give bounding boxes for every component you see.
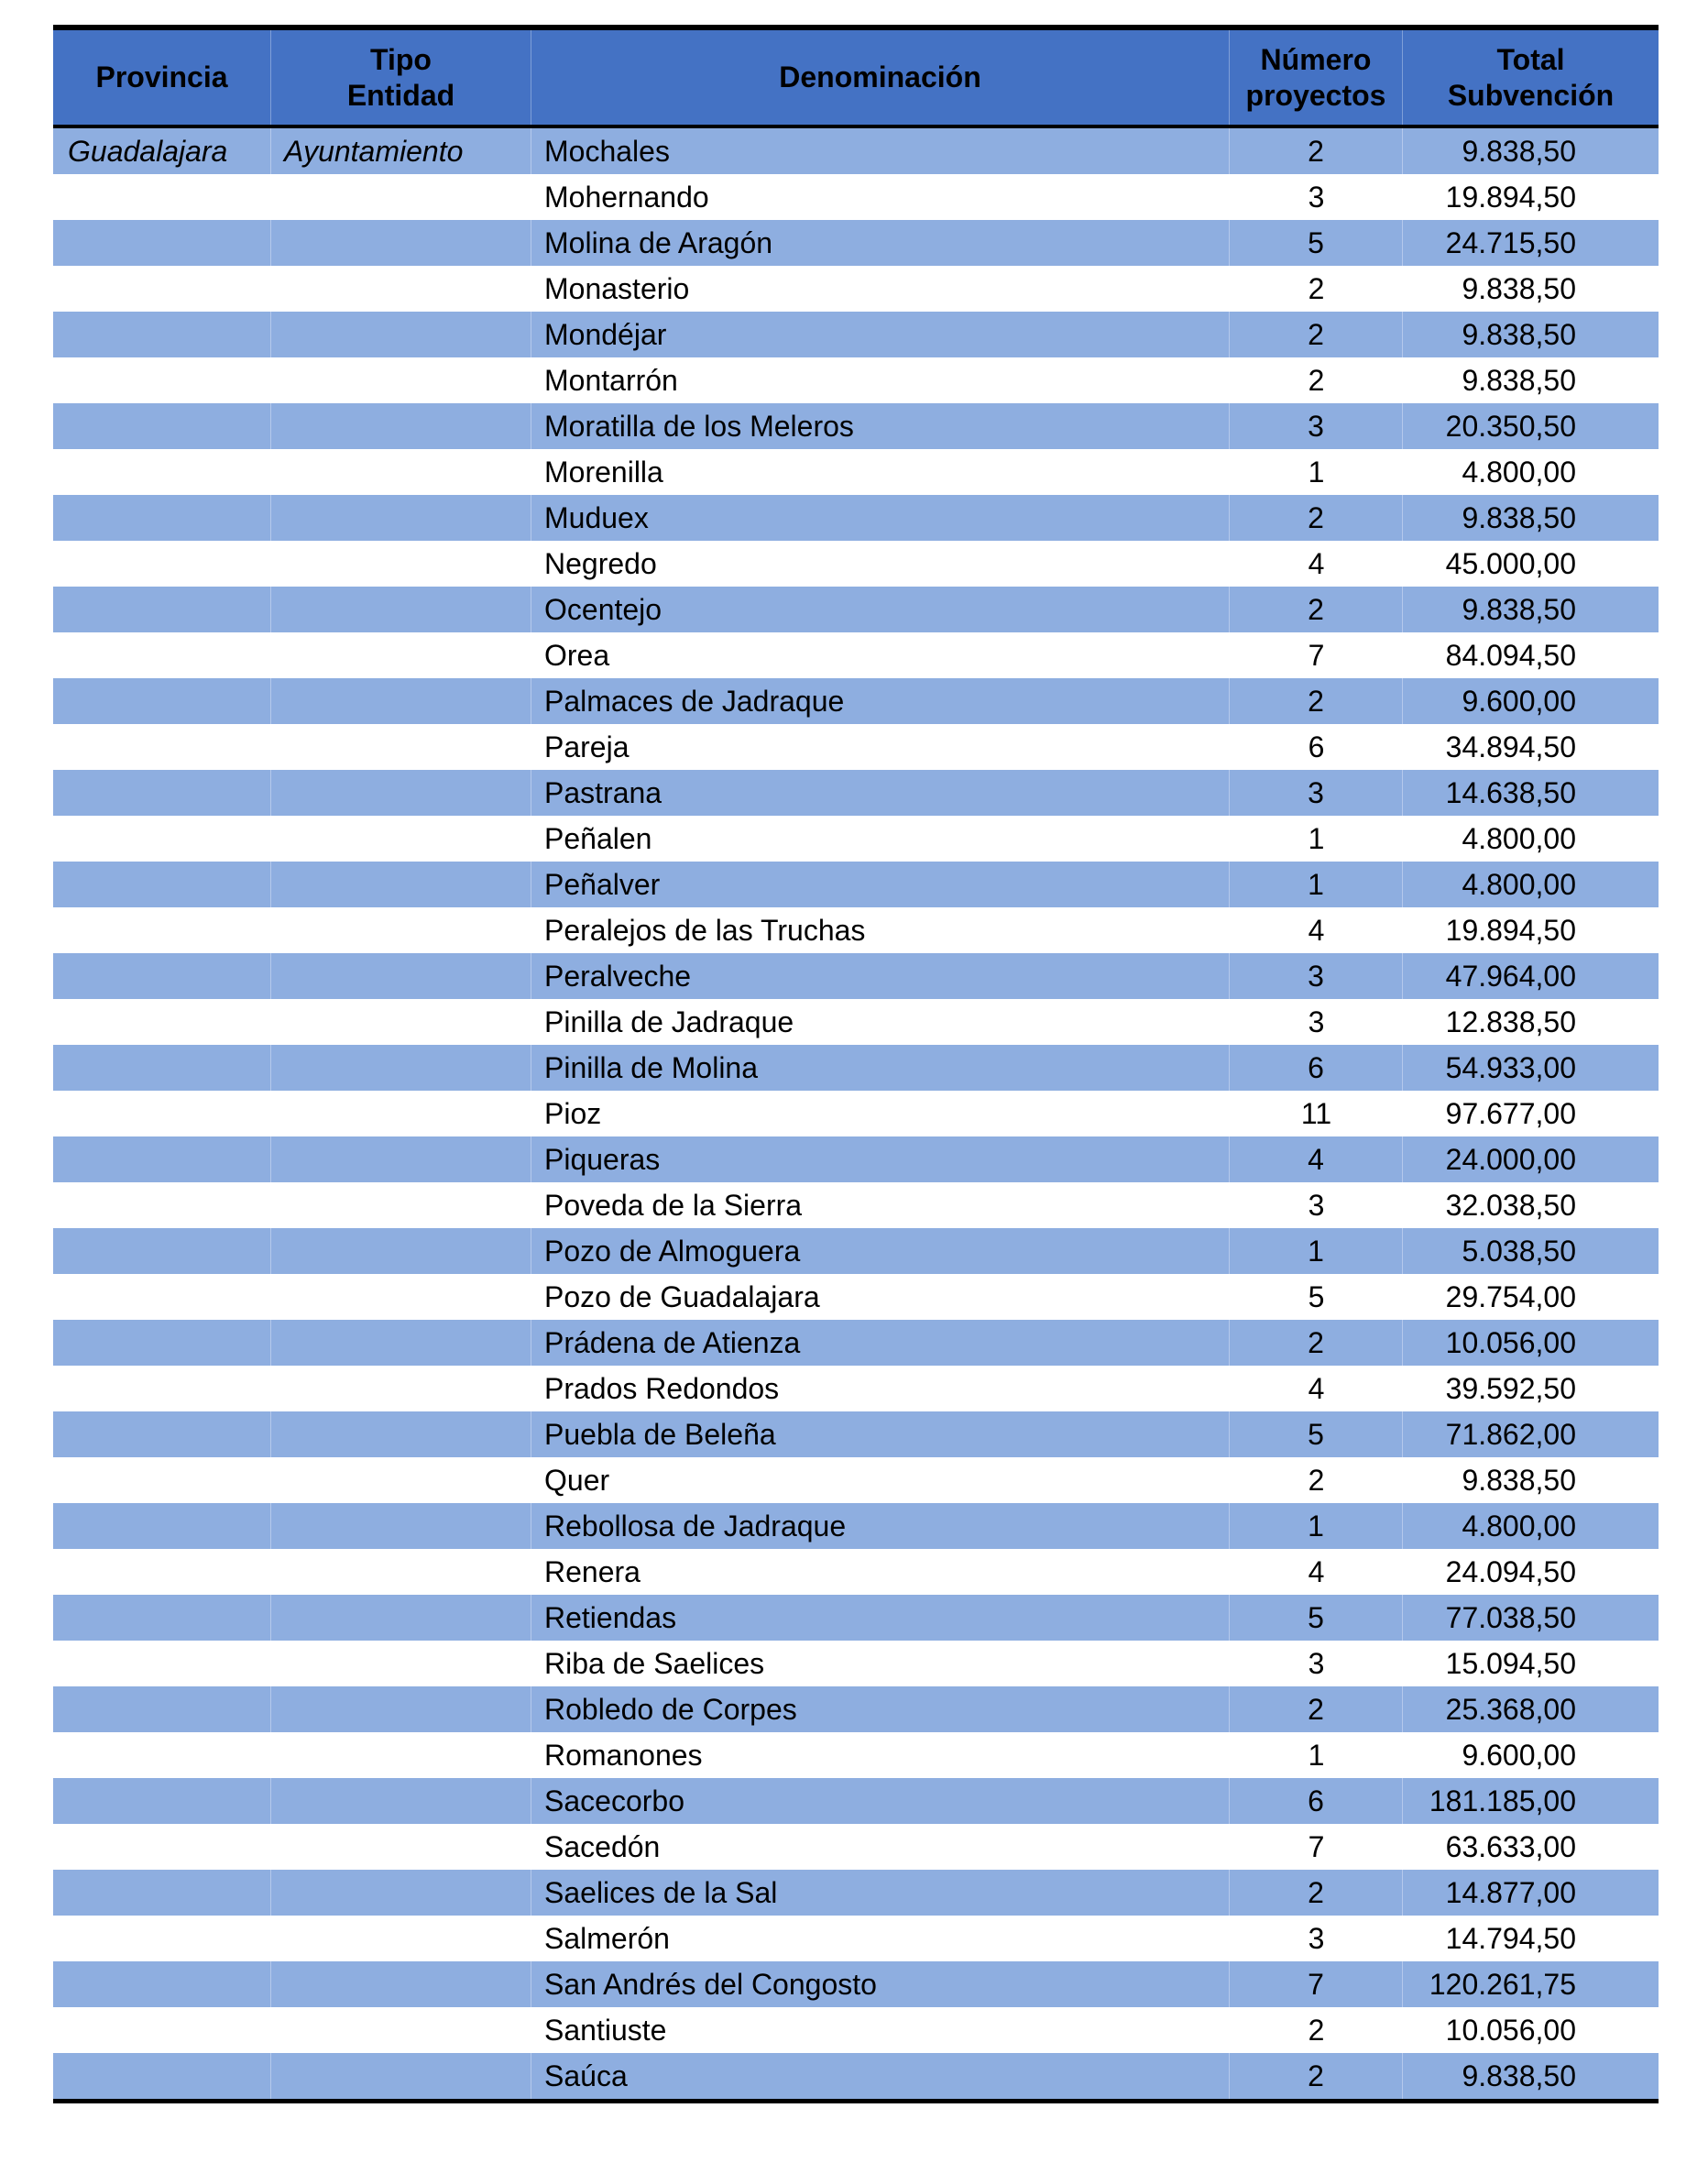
row-denominacion: Sacedón — [544, 1829, 661, 1863]
row-tipo-entidad — [271, 1136, 531, 1182]
row-total-subvencion: 24.000,00 — [1445, 1142, 1576, 1176]
row-numero-proyectos: 2 — [1230, 678, 1403, 724]
table-row — [53, 1228, 1659, 1274]
row-total-subvencion: 4.800,00 — [1462, 821, 1576, 855]
row-tipo-entidad — [271, 862, 531, 907]
row-provincia — [53, 1961, 271, 2007]
table-row — [53, 862, 1659, 907]
row-denominacion: Orea — [544, 638, 610, 672]
row-tipo-entidad — [271, 1824, 531, 1870]
row-tipo-entidad — [271, 1228, 531, 1274]
row-provincia — [53, 862, 271, 907]
row-total-subvencion: 29.754,00 — [1445, 1279, 1576, 1313]
table-row — [53, 1641, 1659, 1686]
row-provincia — [53, 2053, 271, 2099]
row-provincia — [53, 907, 271, 953]
row-denominacion: Pinilla de Jadraque — [544, 1005, 794, 1038]
row-numero-proyectos: 2 — [1308, 363, 1325, 397]
row-provincia — [53, 541, 271, 587]
table-row — [53, 1686, 1659, 1732]
row-tipo-entidad — [271, 632, 531, 678]
row-denominacion: Puebla de Beleña — [531, 1411, 1230, 1457]
row-provincia — [53, 1870, 271, 1916]
table-row — [53, 1778, 1659, 1824]
row-tipo-entidad — [271, 907, 531, 953]
table-bottom-rule — [53, 2099, 1659, 2103]
row-tipo-entidad — [271, 1595, 531, 1641]
table-row — [53, 357, 1659, 403]
row-total-subvencion: 32.038,50 — [1445, 1188, 1576, 1222]
row-total-subvencion: 9.838,50 — [1462, 363, 1576, 397]
row-tipo-entidad — [271, 2053, 531, 2099]
row-numero-proyectos: 1 — [1230, 862, 1403, 907]
table-row — [53, 1824, 1659, 1870]
row-total-subvencion: 25.368,00 — [1445, 1692, 1576, 1726]
row-total-subvencion: 12.838,50 — [1445, 1005, 1576, 1038]
table-row — [53, 312, 1659, 357]
table-header — [53, 30, 1659, 128]
row-numero-proyectos: 5 — [1308, 1279, 1325, 1313]
row-denominacion: Quer — [544, 1463, 610, 1497]
header-tipo-entidad — [271, 30, 531, 125]
row-denominacion: Retiendas — [531, 1595, 1230, 1641]
row-numero-proyectos: 5 — [1230, 1411, 1403, 1457]
row-provincia — [53, 1228, 271, 1274]
row-provincia — [53, 724, 271, 770]
row-tipo-entidad — [271, 1366, 531, 1411]
row-numero-proyectos: 4 — [1308, 546, 1325, 580]
row-total-subvencion: 14.877,00 — [1445, 1875, 1576, 1909]
row-tipo-entidad — [271, 541, 531, 587]
row-numero-proyectos: 4 — [1230, 1136, 1403, 1182]
row-provincia: Guadalajara — [53, 128, 271, 174]
row-denominacion: Piqueras — [531, 1136, 1230, 1182]
row-tipo-entidad — [271, 357, 531, 403]
row-provincia — [53, 403, 271, 449]
row-total-subvencion: 9.838,50 — [1462, 317, 1576, 351]
table-row — [53, 1916, 1659, 1961]
row-total-subvencion: 20.350,50 — [1445, 409, 1576, 443]
row-numero-proyectos: 2 — [1230, 2053, 1403, 2099]
row-tipo-entidad — [271, 220, 531, 266]
row-numero-proyectos: 4 — [1308, 1554, 1325, 1588]
row-total-subvencion: 10.056,00 — [1445, 2013, 1576, 2047]
table-row — [53, 1366, 1659, 1411]
row-denominacion: Montarrón — [544, 363, 678, 397]
row-denominacion: Molina de Aragón — [531, 220, 1230, 266]
row-denominacion: Ocentejo — [531, 587, 1230, 632]
table-row — [53, 724, 1659, 770]
row-numero-proyectos: 2 — [1230, 312, 1403, 357]
row-numero-proyectos: 3 — [1230, 770, 1403, 816]
row-denominacion: Moratilla de los Meleros — [531, 403, 1230, 449]
row-denominacion: Santiuste — [544, 2013, 667, 2047]
row-denominacion: Renera — [544, 1554, 640, 1588]
row-numero-proyectos: 5 — [1230, 1595, 1403, 1641]
table-row — [53, 587, 1659, 632]
row-numero-proyectos: 6 — [1230, 1778, 1403, 1824]
row-numero-proyectos: 2 — [1230, 128, 1403, 174]
row-numero-proyectos: 2 — [1308, 271, 1325, 305]
row-provincia — [53, 1916, 271, 1961]
row-tipo-entidad — [271, 678, 531, 724]
row-tipo-entidad — [271, 1411, 531, 1457]
row-denominacion: Prádena de Atienza — [531, 1320, 1230, 1366]
table-row — [53, 541, 1659, 587]
row-numero-proyectos: 3 — [1308, 1188, 1325, 1222]
row-tipo-entidad — [271, 816, 531, 862]
table-row — [53, 495, 1659, 541]
row-total-subvencion: 24.094,50 — [1445, 1554, 1576, 1588]
row-denominacion: Morenilla — [544, 455, 663, 489]
row-total-subvencion: 97.677,00 — [1445, 1096, 1576, 1130]
row-total-subvencion: 120.261,75 — [1429, 1967, 1576, 2001]
row-tipo-entidad — [271, 1961, 531, 2007]
table-row — [53, 816, 1659, 862]
row-total-subvencion: 84.094,50 — [1445, 638, 1576, 672]
row-numero-proyectos: 11 — [1300, 1096, 1332, 1130]
table-row — [53, 1320, 1659, 1366]
row-provincia — [53, 1641, 271, 1686]
table-row — [53, 1503, 1659, 1549]
header-numero-proyectos-label: Número proyectos — [1245, 42, 1386, 112]
table-row — [53, 678, 1659, 724]
row-tipo-entidad — [271, 953, 531, 999]
table-row — [53, 1045, 1659, 1091]
row-provincia — [53, 1182, 271, 1228]
row-denominacion: Pinilla de Molina — [531, 1045, 1230, 1091]
table-row — [53, 770, 1659, 816]
row-numero-proyectos: 7 — [1308, 1829, 1325, 1863]
row-provincia — [53, 1686, 271, 1732]
row-total-subvencion: 9.838,50 — [1462, 271, 1576, 305]
table-row — [53, 1549, 1659, 1595]
row-numero-proyectos: 2 — [1308, 1463, 1325, 1497]
row-denominacion: Rebollosa de Jadraque — [531, 1503, 1230, 1549]
header-total-subvencion — [1403, 30, 1659, 125]
table-row — [53, 1136, 1659, 1182]
row-total-subvencion: 9.838,50 — [1462, 2059, 1576, 2092]
row-numero-proyectos: 3 — [1308, 1921, 1325, 1955]
row-total-subvencion: 54.933,00 — [1445, 1050, 1576, 1084]
row-tipo-entidad — [271, 1045, 531, 1091]
table-row — [53, 907, 1659, 953]
row-provincia — [53, 1549, 271, 1595]
header-denominacion: Denominación — [531, 30, 1230, 125]
row-denominacion: Peralveche — [531, 953, 1230, 999]
row-tipo-entidad — [271, 403, 531, 449]
row-numero-proyectos: 2 — [1230, 495, 1403, 541]
table-row — [53, 128, 1659, 174]
header-total-subvencion-label: Total Subvención — [1447, 42, 1615, 112]
row-provincia — [53, 1732, 271, 1778]
row-provincia — [53, 357, 271, 403]
row-tipo-entidad — [271, 1641, 531, 1686]
row-provincia — [53, 632, 271, 678]
row-denominacion: Pozo de Almoguera — [531, 1228, 1230, 1274]
row-numero-proyectos: 6 — [1230, 1045, 1403, 1091]
row-provincia — [53, 495, 271, 541]
row-numero-proyectos: 2 — [1230, 1870, 1403, 1916]
row-tipo-entidad — [271, 1778, 531, 1824]
row-denominacion: Pozo de Guadalajara — [544, 1279, 820, 1313]
row-provincia — [53, 174, 271, 220]
row-denominacion: Prados Redondos — [544, 1371, 780, 1405]
row-tipo-entidad — [271, 1503, 531, 1549]
table-row — [53, 632, 1659, 678]
row-numero-proyectos: 7 — [1230, 1961, 1403, 2007]
row-total-subvencion: 39.592,50 — [1445, 1371, 1576, 1405]
row-tipo-entidad — [271, 1549, 531, 1595]
row-provincia — [53, 1091, 271, 1136]
row-denominacion: Monasterio — [544, 271, 690, 305]
row-total-subvencion: 14.638,50 — [1445, 775, 1576, 809]
row-denominacion: Mohernando — [544, 180, 709, 214]
row-denominacion: Riba de Saelices — [544, 1646, 765, 1680]
row-numero-proyectos: 6 — [1308, 730, 1325, 763]
row-provincia — [53, 1136, 271, 1182]
row-total-subvencion: 9.838,50 — [1462, 500, 1576, 534]
row-numero-proyectos: 4 — [1308, 1371, 1325, 1405]
table-row — [53, 2053, 1659, 2099]
header-tipo-entidad-label: Tipo Entidad — [346, 42, 455, 112]
row-tipo-entidad — [271, 724, 531, 770]
row-denominacion: Sacecorbo — [531, 1778, 1230, 1824]
table-row — [53, 953, 1659, 999]
table-row — [53, 999, 1659, 1045]
table-row — [53, 220, 1659, 266]
row-total-subvencion: 34.894,50 — [1445, 730, 1576, 763]
row-denominacion: Mondéjar — [531, 312, 1230, 357]
row-tipo-entidad — [271, 312, 531, 357]
row-provincia — [53, 1824, 271, 1870]
row-tipo-entidad — [271, 1091, 531, 1136]
row-tipo-entidad — [271, 266, 531, 312]
row-tipo-entidad: Ayuntamiento — [271, 128, 531, 174]
row-denominacion: Mochales — [531, 128, 1230, 174]
row-tipo-entidad — [271, 1916, 531, 1961]
row-provincia — [53, 1274, 271, 1320]
row-provincia — [53, 999, 271, 1045]
row-total-subvencion: 9.600,00 — [1462, 684, 1576, 718]
row-denominacion: San Andrés del Congosto — [531, 1961, 1230, 2007]
table-row — [53, 403, 1659, 449]
row-total-subvencion: 15.094,50 — [1445, 1646, 1576, 1680]
row-numero-proyectos: 2 — [1230, 1320, 1403, 1366]
row-tipo-entidad — [271, 1457, 531, 1503]
row-numero-proyectos: 3 — [1230, 403, 1403, 449]
row-provincia — [53, 953, 271, 999]
row-total-subvencion: 19.894,50 — [1445, 180, 1576, 214]
row-denominacion: Pareja — [544, 730, 630, 763]
row-denominacion: Pastrana — [531, 770, 1230, 816]
row-total-subvencion: 9.838,50 — [1462, 592, 1576, 626]
table-row — [53, 1961, 1659, 2007]
row-numero-proyectos: 4 — [1308, 913, 1325, 947]
table-row — [53, 174, 1659, 220]
row-total-subvencion: 9.838,50 — [1462, 1463, 1576, 1497]
row-denominacion: Muduex — [531, 495, 1230, 541]
row-numero-proyectos: 1 — [1308, 1738, 1325, 1772]
table-row — [53, 1274, 1659, 1320]
row-tipo-entidad — [271, 1274, 531, 1320]
row-tipo-entidad — [271, 1732, 531, 1778]
subvenciones-table — [53, 25, 1659, 2103]
row-provincia — [53, 449, 271, 495]
row-denominacion: Romanones — [544, 1738, 703, 1772]
row-provincia — [53, 678, 271, 724]
row-provincia — [53, 1778, 271, 1824]
table-row — [53, 1870, 1659, 1916]
row-tipo-entidad — [271, 1320, 531, 1366]
row-numero-proyectos: 2 — [1308, 2013, 1325, 2047]
row-total-subvencion: 4.800,00 — [1462, 1509, 1576, 1543]
row-tipo-entidad — [271, 2007, 531, 2053]
row-denominacion: Negredo — [544, 546, 657, 580]
row-denominacion: Saelices de la Sal — [531, 1870, 1230, 1916]
row-denominacion: Saúca — [531, 2053, 1230, 2099]
row-tipo-entidad — [271, 495, 531, 541]
table-row — [53, 1732, 1659, 1778]
header-numero-proyectos — [1230, 30, 1403, 125]
row-numero-proyectos: 5 — [1230, 220, 1403, 266]
row-total-subvencion: 10.056,00 — [1445, 1325, 1576, 1359]
row-total-subvencion: 14.794,50 — [1445, 1921, 1576, 1955]
row-denominacion: Palmaces de Jadraque — [531, 678, 1230, 724]
table-row — [53, 1595, 1659, 1641]
row-denominacion: Robledo de Corpes — [531, 1686, 1230, 1732]
row-numero-proyectos: 2 — [1230, 1686, 1403, 1732]
header-provincia: Provincia — [53, 30, 271, 125]
row-total-subvencion: 9.838,50 — [1462, 134, 1576, 168]
table-row — [53, 1091, 1659, 1136]
row-provincia — [53, 312, 271, 357]
row-total-subvencion: 4.800,00 — [1462, 455, 1576, 489]
row-provincia — [53, 770, 271, 816]
row-denominacion: Salmerón — [544, 1921, 670, 1955]
row-tipo-entidad — [271, 174, 531, 220]
table-body — [53, 128, 1659, 2099]
row-tipo-entidad — [271, 999, 531, 1045]
row-provincia — [53, 220, 271, 266]
row-numero-proyectos: 1 — [1308, 821, 1325, 855]
row-denominacion: Peñalver — [531, 862, 1230, 907]
row-tipo-entidad — [271, 1870, 531, 1916]
row-provincia — [53, 266, 271, 312]
row-tipo-entidad — [271, 770, 531, 816]
row-numero-proyectos: 3 — [1308, 180, 1325, 214]
row-provincia — [53, 816, 271, 862]
table-row — [53, 1457, 1659, 1503]
row-total-subvencion: 24.715,50 — [1445, 225, 1576, 259]
row-total-subvencion: 4.800,00 — [1462, 867, 1576, 901]
row-numero-proyectos: 3 — [1308, 1005, 1325, 1038]
table-row — [53, 1411, 1659, 1457]
row-total-subvencion: 77.038,50 — [1445, 1600, 1576, 1634]
row-total-subvencion: 5.038,50 — [1462, 1234, 1576, 1268]
row-provincia — [53, 1595, 271, 1641]
row-numero-proyectos: 1 — [1230, 1503, 1403, 1549]
row-total-subvencion: 63.633,00 — [1445, 1829, 1576, 1863]
row-total-subvencion: 47.964,00 — [1445, 959, 1576, 993]
row-numero-proyectos: 3 — [1308, 1646, 1325, 1680]
row-numero-proyectos: 2 — [1230, 587, 1403, 632]
row-tipo-entidad — [271, 449, 531, 495]
row-numero-proyectos: 3 — [1230, 953, 1403, 999]
table-row — [53, 449, 1659, 495]
row-provincia — [53, 2007, 271, 2053]
row-numero-proyectos: 1 — [1308, 455, 1325, 489]
row-total-subvencion: 9.600,00 — [1462, 1738, 1576, 1772]
row-numero-proyectos: 1 — [1230, 1228, 1403, 1274]
row-numero-proyectos: 7 — [1308, 638, 1325, 672]
row-provincia — [53, 1366, 271, 1411]
row-tipo-entidad — [271, 587, 531, 632]
row-total-subvencion: 45.000,00 — [1445, 546, 1576, 580]
row-total-subvencion: 71.862,00 — [1445, 1417, 1576, 1451]
row-tipo-entidad — [271, 1182, 531, 1228]
row-provincia — [53, 1411, 271, 1457]
table-row — [53, 266, 1659, 312]
row-denominacion: Peñalen — [544, 821, 652, 855]
row-total-subvencion: 19.894,50 — [1445, 913, 1576, 947]
row-provincia — [53, 1503, 271, 1549]
row-provincia — [53, 587, 271, 632]
table-row — [53, 2007, 1659, 2053]
row-denominacion: Peralejos de las Truchas — [544, 913, 866, 947]
row-denominacion: Pioz — [544, 1096, 602, 1130]
row-provincia — [53, 1457, 271, 1503]
row-denominacion: Poveda de la Sierra — [544, 1188, 803, 1222]
row-tipo-entidad — [271, 1686, 531, 1732]
row-provincia — [53, 1045, 271, 1091]
table-row — [53, 1182, 1659, 1228]
row-provincia — [53, 1320, 271, 1366]
row-total-subvencion: 181.185,00 — [1429, 1784, 1576, 1817]
